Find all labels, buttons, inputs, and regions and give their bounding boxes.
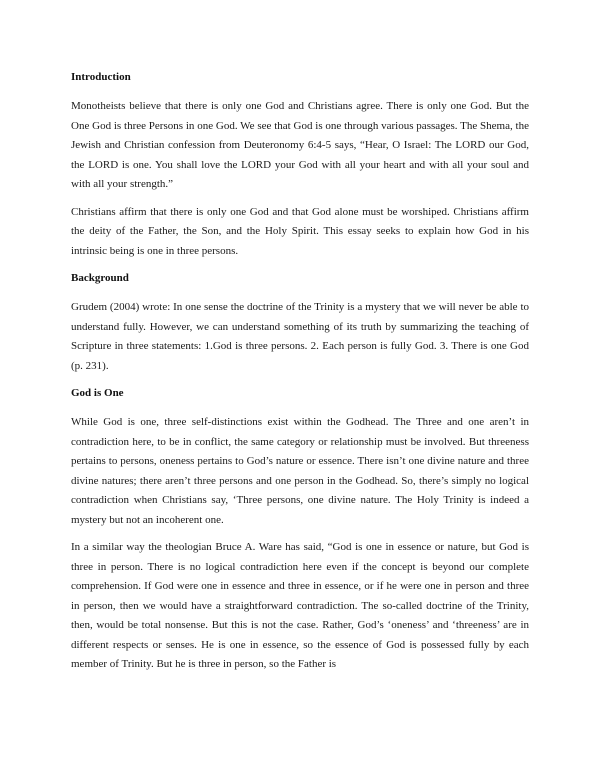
paragraph-intro-2: Christians affirm that there is only one God and that God alone must be worshiped. Christians affirm the deity of the Father, the Son, and the Holy Spirit. This essay seeks to explain how God in his intrinsic being is one in three persons. [71, 205, 529, 257]
heading-background: Background [71, 272, 129, 284]
paragraph-god-is-one-2: In a similar way the theologian Bruce A. Ware has said, “God is one in essence or nature, but God is three in person. There is no logical contradiction here even if the concept is beyond our complete comprehension. If God were one in essence and three in essence, or if he were one in person and three in person, then we would have a straightforward contradiction. The so-called doctrine of the Trinity, then, would be total nonsense. But this is not the case. Rather, God’s ‘oneness’ and ‘threeness’ are in different respects or senses. He is one in essence, so the essence of God is possessed fully by each member of Trinity. But he is three in person, so the Father is [71, 541, 529, 670]
paragraph-intro-1: Monotheists believe that there is only one God and Christians agree. There is only one God. But the One God is three Persons in one God. We see that God is one through various passages. The Shema, the Jewish and Christian confession from Deuteronomy 6:4-5 says, “Hear, O Israel: The LORD our God, the LORD is one. You shall love the LORD your God with all your heart and with all your soul and with all your strength.” [71, 100, 529, 190]
document-body [71, 70, 529, 675]
paragraph-background-1: Grudem (2004) wrote: In one sense the doctrine of the Trinity is a mystery that we will never be able to understand fully. However, we can understand something of its truth by summarizing the teaching of Scripture in three statements: 1.God is three persons. 2. Each person is fully God. 3. There is one God (p. 231). [71, 301, 529, 372]
heading-introduction: Introduction [71, 71, 131, 83]
heading-god-is-one: God is One [71, 387, 124, 399]
paragraph-god-is-one-1: While God is one, three self-distinctions exist within the Godhead. The Three and one aren’t in contradiction here, to be in conflict, the same category or relationship must be involved. But threeness pertains to persons, oneness pertains to God’s nature or essence. There isn’t one divine nature and three divine natures; there aren’t three persons and one person in the Godhead. So, there’s simply no logical contradiction when Christians say, ‘Three persons, one divine nature. The Holy Trinity is indeed a mystery but not an incoherent one. [71, 416, 529, 526]
